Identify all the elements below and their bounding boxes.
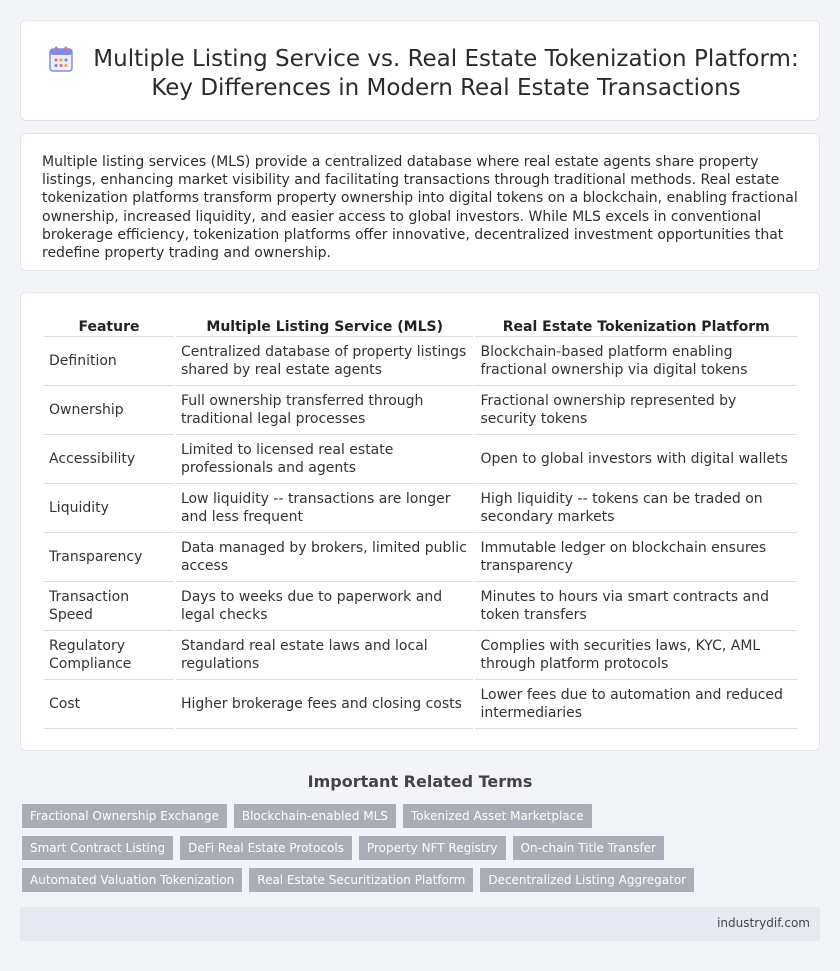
table-row xyxy=(44,631,797,680)
tokenization-cell: Open to global investors with digital wallets xyxy=(475,435,797,484)
feature-cell: Regulatory Compliance xyxy=(44,631,174,680)
column-header: Feature xyxy=(44,314,174,337)
related-term-tag[interactable]: Decentralized Listing Aggregator xyxy=(480,868,694,892)
mls-cell: Standard real estate laws and local regulations xyxy=(176,631,474,680)
table-row xyxy=(44,484,797,533)
table-row xyxy=(44,533,797,582)
intro-card xyxy=(20,133,820,271)
tokenization-cell: Minutes to hours via smart contracts and token transfers xyxy=(475,582,797,631)
tokenization-cell: High liquidity -- tokens can be traded on secondary markets xyxy=(475,484,797,533)
related-term-tag[interactable]: Automated Valuation Tokenization xyxy=(22,868,242,892)
feature-cell: Cost xyxy=(44,680,174,729)
related-term-tag[interactable]: On-chain Title Transfer xyxy=(513,836,664,860)
tokenization-cell: Blockchain-based platform enabling fractional ownership via digital tokens xyxy=(475,337,797,386)
related-term-tag[interactable]: Smart Contract Listing xyxy=(22,836,173,860)
mls-cell: Higher brokerage fees and closing costs xyxy=(176,680,474,729)
related-term-tag[interactable]: Blockchain-enabled MLS xyxy=(234,804,396,828)
feature-cell: Transparency xyxy=(44,533,174,582)
mls-cell: Limited to licensed real estate professionals and agents xyxy=(176,435,474,484)
table-row xyxy=(44,582,797,631)
comparison-table xyxy=(42,314,799,729)
footer-site-link[interactable]: industrydif.com xyxy=(717,916,810,930)
related-terms-heading: Important Related Terms xyxy=(307,772,533,791)
related-term-tag[interactable]: DeFi Real Estate Protocols xyxy=(180,836,352,860)
feature-cell: Transaction Speed xyxy=(44,582,174,631)
header-card xyxy=(20,20,820,121)
table-row xyxy=(44,337,797,386)
tokenization-cell: Complies with securities laws, KYC, AML through platform protocols xyxy=(475,631,797,680)
table-row xyxy=(44,680,797,729)
footer-bar xyxy=(20,907,820,941)
intro-paragraph: Multiple listing services (MLS) provide a centralized database where real estate agents share property listings, enhancing market visibility and facilitating transactions through traditional methods. Real estate tokenization platforms transform property ownership into digital tokens on a blockchain, enabling fractional ownership, increased liquidity, and easier access to global investors. While MLS excels in conventional brokerage efficiency, tokenization platforms offer innovative, decentralized investment opportunities that redefine property trading and ownership. xyxy=(42,154,798,262)
mls-cell: Data managed by brokers, limited public access xyxy=(176,533,474,582)
calendar-icon xyxy=(49,46,73,72)
table-row xyxy=(44,435,797,484)
comparison-table-card xyxy=(20,292,820,751)
feature-cell: Definition xyxy=(44,337,174,386)
tokenization-cell: Lower fees due to automation and reduced intermediaries xyxy=(475,680,797,729)
related-terms-list xyxy=(22,804,722,892)
related-term-tag[interactable]: Property NFT Registry xyxy=(359,836,506,860)
mls-cell: Centralized database of property listings shared by real estate agents xyxy=(176,337,474,386)
feature-cell: Ownership xyxy=(44,386,174,435)
table-row xyxy=(44,386,797,435)
tokenization-cell: Fractional ownership represented by security tokens xyxy=(475,386,797,435)
related-term-tag[interactable]: Real Estate Securitization Platform xyxy=(249,868,473,892)
mls-cell: Low liquidity -- transactions are longer and less frequent xyxy=(176,484,474,533)
column-header: Multiple Listing Service (MLS) xyxy=(176,314,474,337)
related-term-tag[interactable]: Fractional Ownership Exchange xyxy=(22,804,227,828)
mls-cell: Days to weeks due to paperwork and legal checks xyxy=(176,582,474,631)
feature-cell: Liquidity xyxy=(44,484,174,533)
tokenization-cell: Immutable ledger on blockchain ensures transparency xyxy=(475,533,797,582)
table-header-row xyxy=(44,314,797,337)
mls-cell: Full ownership transferred through traditional legal processes xyxy=(176,386,474,435)
column-header: Real Estate Tokenization Platform xyxy=(475,314,797,337)
feature-cell: Accessibility xyxy=(44,435,174,484)
related-term-tag[interactable]: Tokenized Asset Marketplace xyxy=(403,804,592,828)
page-title: Multiple Listing Service vs. Real Estate Tokenization Platform: Key Differences in Modern Real Estate Transactions xyxy=(93,46,799,101)
